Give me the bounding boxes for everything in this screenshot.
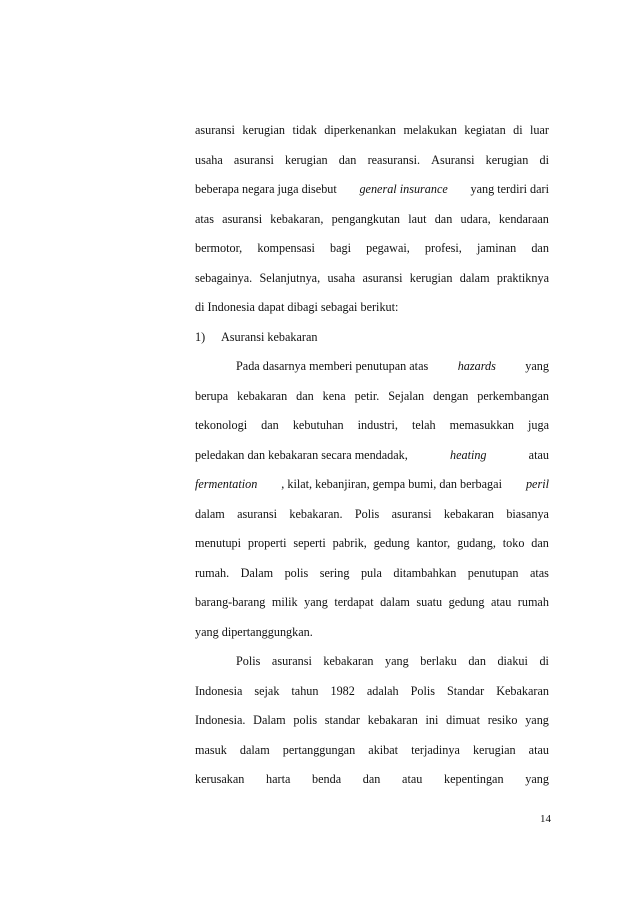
word: tekonologi	[195, 418, 248, 432]
word: atas	[195, 211, 214, 226]
word: seperti	[293, 536, 326, 550]
text-line	[195, 238, 549, 268]
text-line	[195, 445, 549, 475]
word: Indonesia.	[195, 713, 246, 727]
word: asuransi	[237, 506, 278, 521]
word: dalam	[380, 595, 410, 609]
word: kantor,	[416, 536, 451, 550]
text-line	[195, 681, 549, 711]
heading-number: 1)	[195, 329, 206, 344]
italic-term: hazards	[457, 359, 496, 373]
text-span: atau	[528, 447, 549, 462]
word: Dalam	[240, 565, 274, 580]
word: kebutuhan	[292, 418, 344, 432]
page-number: 14	[540, 813, 551, 825]
text-span: Pada dasarnya memberi penutupan atas	[236, 359, 429, 373]
word: dan	[434, 211, 453, 226]
word: kebakaran	[367, 713, 418, 727]
word: berlaku	[420, 654, 457, 668]
word: usaha	[195, 152, 223, 167]
word: diperkenankan	[324, 123, 397, 137]
heading-title: Asuransi kebakaran	[221, 329, 318, 344]
word: gedung	[373, 536, 410, 550]
word: perkembangan	[477, 388, 549, 403]
word: terdapat	[334, 595, 374, 609]
word: yang	[304, 595, 328, 609]
word: pegawai,	[366, 241, 410, 255]
word: tahun	[291, 683, 319, 698]
word: berupa	[195, 388, 229, 403]
word: dalam	[239, 742, 270, 757]
word: pertanggungan	[282, 742, 356, 757]
word: dan	[468, 654, 486, 668]
word: dan	[296, 388, 314, 403]
text-line: yang dipertanggungkan.	[195, 624, 313, 639]
word: menutupi	[195, 536, 242, 550]
word: melakukan	[403, 123, 457, 137]
text-line	[195, 710, 549, 740]
word: terjadinya	[411, 742, 460, 757]
word: rumah.	[195, 565, 230, 580]
word: kebakaran	[323, 654, 374, 668]
word: kerugian	[242, 123, 286, 137]
word: jaminan	[476, 241, 517, 255]
text-line	[195, 533, 549, 563]
word: Dalam	[253, 713, 286, 727]
word: kebakaran	[237, 388, 288, 403]
word: asuransi	[271, 654, 312, 668]
word: gedung	[448, 595, 485, 609]
word: sejak	[254, 683, 280, 698]
word: profesi,	[424, 241, 462, 255]
word: laut	[408, 211, 427, 226]
body-text	[195, 120, 549, 799]
word: Indonesia	[195, 683, 243, 698]
word: biasanya	[506, 506, 549, 521]
text-line	[195, 504, 549, 534]
word: ditambahkan	[393, 565, 457, 580]
word: Sejalan	[388, 388, 425, 403]
italic-term: fermentation	[195, 477, 258, 491]
word: kerugian	[472, 742, 516, 757]
word: petir.	[354, 388, 380, 403]
word: reasuransi.	[367, 152, 421, 167]
word: milik	[271, 595, 298, 609]
word: Polis	[410, 683, 436, 698]
word: Polis	[354, 506, 380, 521]
word: tidak	[292, 123, 317, 137]
word: toko	[502, 536, 525, 550]
word: praktiknya	[496, 270, 549, 285]
word: akibat	[368, 742, 399, 757]
word: Standar	[447, 683, 485, 698]
word: polis	[284, 565, 309, 580]
text-line	[195, 150, 549, 180]
word: Kebakaran	[496, 683, 549, 698]
word: kegiatan	[464, 123, 506, 137]
word: dan	[261, 418, 279, 432]
word: Asuransi	[431, 152, 475, 167]
word: gudang,	[456, 536, 496, 550]
word: kendaraan	[498, 211, 549, 226]
word: Selanjutnya,	[259, 270, 321, 285]
word: kepentingan	[444, 772, 504, 786]
word: kebakaran,	[270, 211, 324, 226]
text-span: peledakan dan kebakaran secara mendadak,	[195, 447, 408, 462]
word: bermotor,	[195, 241, 243, 255]
word: dan	[531, 241, 549, 255]
word: memasukkan	[449, 418, 514, 432]
word: pabrik,	[332, 536, 367, 550]
word: dalam	[195, 506, 225, 521]
text-span: , kilat, kebanjiran, gempa bumi, dan berbagai	[281, 477, 502, 491]
text-line	[195, 179, 549, 209]
text-line	[195, 209, 549, 239]
word: telah	[411, 418, 436, 432]
word: asuransi	[233, 152, 274, 167]
text-span: yang	[525, 359, 549, 373]
word: udara,	[460, 211, 491, 226]
word: resiko	[487, 713, 518, 727]
word: juga	[528, 418, 549, 432]
text-line	[195, 268, 549, 298]
text-line	[195, 740, 549, 770]
word: sering	[319, 565, 350, 580]
word: benda	[312, 772, 342, 786]
text-line	[195, 356, 549, 386]
text-line	[195, 474, 549, 504]
word: polis	[293, 713, 318, 727]
word: atau	[490, 595, 512, 609]
word: di	[513, 123, 523, 137]
word: 1982	[330, 683, 355, 698]
word: Polis	[236, 654, 261, 668]
word: suatu	[416, 595, 443, 609]
word: dan	[362, 772, 381, 786]
text-span: yang terdiri dari	[470, 182, 549, 196]
word: atau	[402, 772, 423, 786]
word: luar	[530, 123, 549, 137]
word: kerusakan	[195, 772, 245, 786]
word: sebagainya.	[195, 270, 253, 285]
word: usaha	[327, 270, 356, 285]
word: ini	[425, 713, 439, 727]
text-span: beberapa negara juga disebut	[195, 182, 337, 196]
italic-term: peril	[525, 477, 549, 491]
text-line	[195, 592, 549, 622]
word: barang-barang	[195, 595, 266, 609]
text-line: di Indonesia dapat dibagi sebagai berikut:	[195, 300, 399, 314]
word: kerugian	[485, 152, 529, 167]
word: yang	[525, 772, 549, 786]
italic-term: heating	[449, 447, 487, 462]
word: kompensasi	[257, 241, 315, 255]
word: kena	[322, 388, 346, 403]
word: rumah	[517, 595, 549, 609]
word: kerugian	[409, 270, 453, 285]
word: dalam	[459, 270, 490, 285]
word: dengan	[433, 388, 469, 403]
text-line	[195, 386, 549, 416]
word: pengangkutan	[331, 211, 400, 226]
word: yang	[525, 713, 549, 727]
word: industri,	[357, 418, 398, 432]
word: kebakaran.	[289, 506, 343, 521]
word: pula	[360, 565, 382, 580]
word: kerugian	[285, 152, 328, 167]
word: atau	[528, 742, 549, 757]
word: properti	[247, 536, 287, 550]
text-line	[195, 563, 549, 593]
text-line	[195, 769, 549, 799]
word: dan	[338, 152, 357, 167]
word: penutupan	[467, 565, 519, 580]
word: diakui	[497, 654, 528, 668]
text-line	[195, 120, 549, 150]
word: kebakaran	[443, 506, 494, 521]
word: asuransi	[222, 211, 263, 226]
word: yang	[385, 654, 409, 668]
word: asuransi	[195, 123, 235, 137]
word: masuk	[195, 742, 227, 757]
word: di	[539, 152, 549, 167]
text-line	[195, 415, 549, 445]
word: bagi	[330, 241, 352, 255]
word: harta	[266, 772, 291, 786]
word: di	[539, 654, 549, 668]
word: asuransi	[391, 506, 432, 521]
italic-term: general insurance	[359, 182, 448, 196]
section-heading	[195, 327, 549, 357]
word: dan	[531, 536, 549, 550]
word: adalah	[366, 683, 399, 698]
word: atas	[529, 565, 549, 580]
word: asuransi	[362, 270, 403, 285]
word: dimuat	[446, 713, 480, 727]
text-line	[195, 651, 549, 681]
word: standar	[324, 713, 360, 727]
